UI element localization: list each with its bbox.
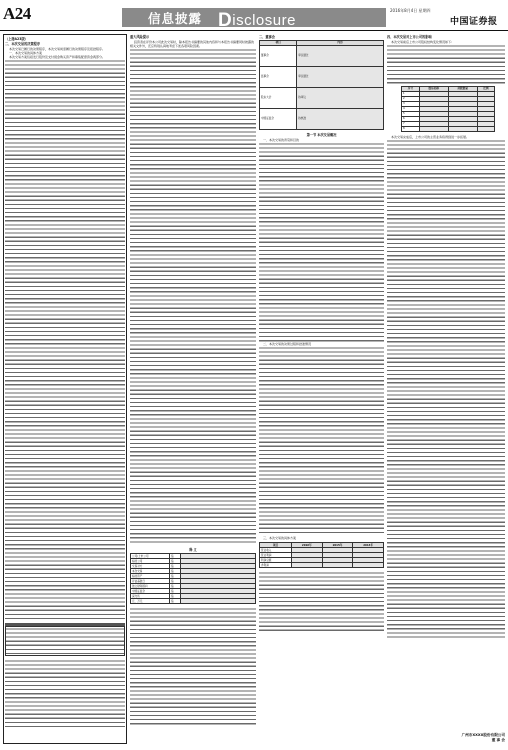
table-row (260, 109, 384, 130)
signature-block (447, 733, 505, 743)
table-cell: 评估基准日 (131, 579, 170, 584)
dateline: 2016年8月4日 星期四 (390, 8, 431, 13)
table-cell: 董事会 (260, 46, 297, 67)
table-cell: 指 (169, 584, 180, 589)
table-row (260, 67, 384, 88)
table-cell: 7 (402, 122, 420, 127)
table-cell: 公司/上市公司 (131, 554, 170, 559)
table-cell: 指 (169, 594, 180, 599)
table-cell: 指 (169, 574, 180, 579)
table-header-cell: 项目 (260, 543, 292, 548)
table-cell (353, 563, 384, 568)
table-header-cell: 2016年 (291, 543, 322, 548)
section-title-cn: 信息披露 (148, 11, 203, 26)
financial-table (259, 542, 384, 568)
col3-heading: 第一节 本次交易概况 (306, 133, 337, 138)
table-row (260, 46, 384, 67)
table-cell: 深交所 (131, 594, 170, 599)
page-header (0, 0, 508, 30)
table-cell: 5 (402, 112, 420, 117)
table-cell: 中国证监会 (131, 589, 170, 594)
column-1-frame (3, 34, 127, 744)
definitions-table (130, 553, 256, 604)
table-header-cell: 2014年 (353, 543, 384, 548)
table-cell: 审议通过 (297, 46, 384, 67)
table-cell: 指 (169, 599, 180, 604)
col1-para-1: 本次交易已履行的决策程序，本次交易尚需履行的决策程序及报批程序。 (9, 47, 106, 52)
table-header-cell: 持股数量 (448, 87, 477, 92)
section-banner (122, 8, 386, 31)
col1-tail-text (5, 659, 125, 729)
col2-table-title: 释 义 (189, 548, 197, 553)
col4-body-text-1 (387, 44, 505, 84)
table-header-cell: 比例 (477, 87, 495, 92)
column-1 (3, 34, 127, 748)
table-cell (477, 127, 495, 132)
table-header-cell: 2015年 (322, 543, 353, 548)
section-title-initial: D (218, 10, 233, 31)
col4-body-text-2 (387, 139, 505, 639)
col1-body-text (5, 59, 125, 619)
col4-para-2: 本次交易完成后，上市公司的主营业务将得到进一步拓展。 (391, 135, 470, 140)
table-cell: 指 (169, 554, 180, 559)
table-cell: 本次交易 (131, 569, 170, 574)
table-row (402, 127, 495, 132)
table-cell (419, 127, 448, 132)
column-4 (387, 34, 505, 748)
col3-tail-text (259, 571, 384, 631)
col2-heading: 重大风险提示 (130, 35, 150, 39)
table-cell (181, 599, 256, 604)
table-cell: 1 (402, 92, 420, 97)
table-cell: 指 (169, 579, 180, 584)
col1-para-3: 本次交易方案包括发行股份及支付现金购买资产和募集配套资金两部分。 (9, 55, 106, 60)
table-cell (291, 563, 322, 568)
table-cell: 营业利润 (260, 553, 292, 558)
table-header-cell: 序号 (402, 87, 420, 92)
table-cell: 利润总额 (260, 558, 292, 563)
table-cell: 8 (402, 127, 420, 132)
col3-body-text-1 (259, 142, 384, 342)
table-header-cell: 内容 (297, 41, 384, 46)
table-cell: 4 (402, 107, 420, 112)
table-cell: 指 (169, 559, 180, 564)
col2-tail-text (130, 607, 256, 727)
table-cell: 待审议 (297, 88, 384, 109)
continued-note: （上接A23版） (5, 37, 28, 41)
col3-body-text-2 (259, 346, 384, 536)
page-number: A24 (3, 4, 31, 23)
table-cell (322, 563, 353, 568)
table-row (260, 88, 384, 109)
col4-para-1: 本次交易前后上市公司股权结构变化情况如下： (391, 40, 455, 45)
table-cell: 2 (402, 97, 420, 102)
table-cell: 标的公司 (131, 559, 170, 564)
column-3 (259, 34, 384, 748)
signature-company: 广州市XXXX股份有限公司 (461, 733, 505, 737)
table-cell: 待核准 (297, 109, 384, 130)
approval-table (259, 40, 384, 130)
column-2 (130, 34, 256, 748)
col1-heading: 二、本次交易的决策程序 (5, 42, 41, 47)
col1-bottom-table (5, 623, 125, 656)
col3-para-2: 二、本次交易的决策过程和批准情况 (263, 342, 312, 347)
table-header-cell: 股东名称 (419, 87, 448, 92)
table-cell: 指 (169, 589, 180, 594)
newspaper-name: 中国证券报 (450, 17, 498, 27)
table-cell: 中国证监会 (260, 109, 297, 130)
col2-body-text (130, 48, 256, 544)
table-cell (448, 127, 477, 132)
table-cell: 指 (169, 564, 180, 569)
col3-para-1: 一、本次交易的背景和目的 (263, 138, 300, 143)
table-cell: 股东大会 (260, 88, 297, 109)
section-title-en (218, 9, 296, 31)
table-cell: 6 (402, 117, 420, 122)
table-cell: 独立财务顾问 (131, 584, 170, 589)
signature-board: 董 事 会 (491, 738, 505, 742)
col1-para-2: 一、本次交易的具体方案 (9, 51, 43, 56)
table-row (131, 599, 256, 604)
table-cell: 3 (402, 102, 420, 107)
col2-para-1: 投资者在评价本公司此次交易时，除本报告书摘要的其他内容和与本报告书摘要同时披露的相关文件外，还应特别认真地考虑下述各项风险因素。 (130, 40, 255, 49)
col3-table-title: 二、董事会 (259, 35, 275, 39)
table-cell: 指 (169, 569, 180, 574)
table-cell: 净利润 (260, 563, 292, 568)
table-row (260, 563, 384, 568)
header-rule (0, 30, 508, 31)
table-header-cell: 项目 (260, 41, 297, 46)
table-cell: 标的资产 (131, 574, 170, 579)
shareholder-table (401, 86, 495, 132)
table-cell: 元、万元 (131, 599, 170, 604)
section-title-rest: isclosure (232, 12, 296, 29)
table-cell: 监事会 (260, 67, 297, 88)
table-cell: 营业收入 (260, 548, 292, 553)
col1-table-body (5, 626, 125, 656)
table-cell: 审议通过 (297, 67, 384, 88)
col3-para-3: 三、本次交易的具体方案 (263, 536, 297, 541)
col4-heading: 四、本次交易对上市公司的影响 (387, 35, 432, 39)
table-cell: 交易对方 (131, 564, 170, 569)
